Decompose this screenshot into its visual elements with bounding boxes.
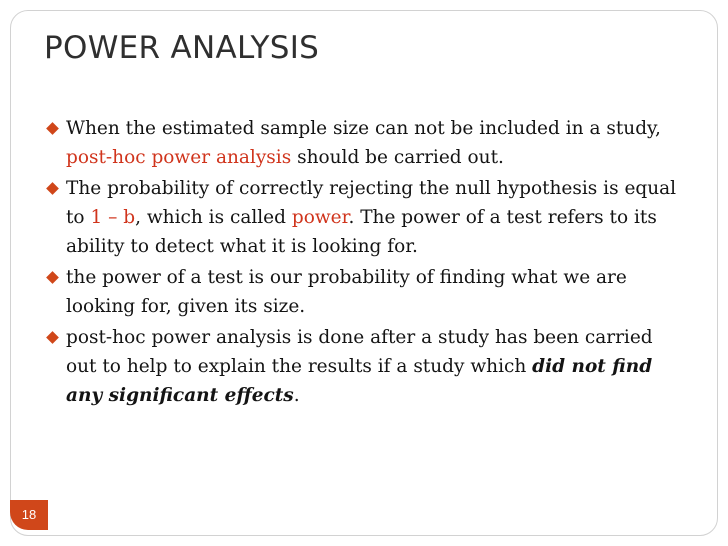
bullet-2-text-mid: , which is called <box>135 207 292 228</box>
bullet-4-text: post-hoc power analysis is done after a study has been carried out to help to explain the results if a study which <box>66 327 653 377</box>
bullet-4-emphasis: did not find any significant effects <box>66 356 653 406</box>
slide-title: POWER ANALYSIS <box>44 30 320 66</box>
bullet-2-term-power: power <box>291 207 349 228</box>
bullet-2-text: The probability of correctly rejecting the null hypothesis is equal to <box>66 178 677 228</box>
bullet-1-text: When the estimated sample size can not be included in a study, <box>66 118 661 139</box>
bullet-4-text-end: . <box>293 385 300 406</box>
page-number-badge: 18 <box>10 500 48 530</box>
bullet-list <box>48 114 688 412</box>
bullet-marker-icon <box>46 271 59 284</box>
bullet-2-text-end: . The power of a test refers to its ability to detect what it is looking for. <box>66 207 657 257</box>
bullet-2-formula: 1 – b <box>90 207 136 228</box>
bullet-item-4 <box>48 323 688 410</box>
bullet-marker-icon <box>46 331 59 344</box>
bullet-marker-icon <box>46 122 59 135</box>
bullet-1-text-end: should be carried out. <box>291 147 504 168</box>
bullet-1-highlight: post-hoc power analysis <box>66 147 292 168</box>
bullet-3-text: the power of a test is our probability of finding what we are looking for, given its size. <box>66 267 627 317</box>
bullet-marker-icon <box>46 182 59 195</box>
bullet-item-3 <box>48 263 688 321</box>
bullet-item-1 <box>48 114 688 172</box>
bullet-item-2 <box>48 174 688 261</box>
